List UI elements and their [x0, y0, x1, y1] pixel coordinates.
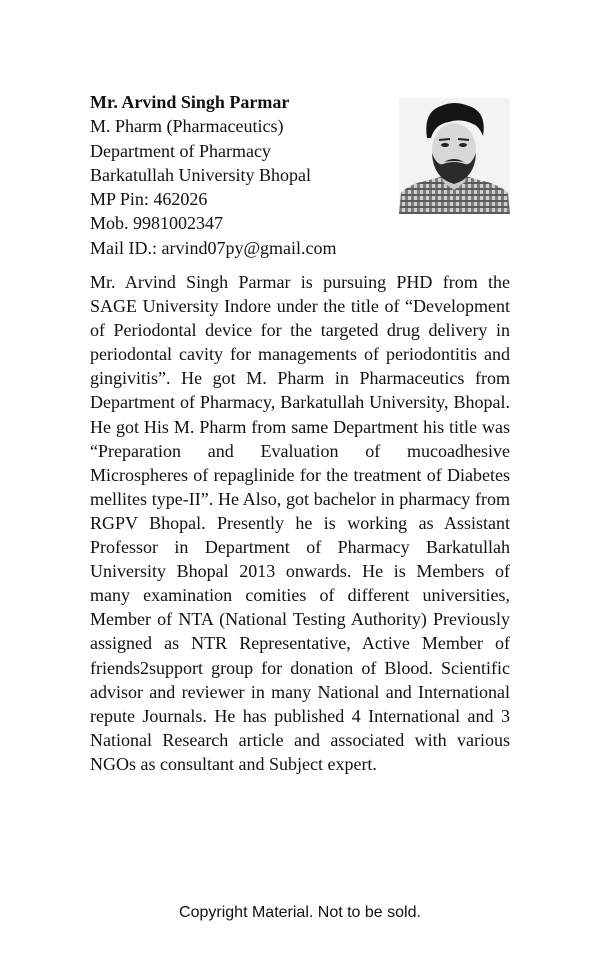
- portrait-photo-icon: [399, 98, 510, 214]
- author-photo: [399, 98, 510, 214]
- author-department: Department of Pharmacy: [90, 140, 271, 161]
- author-email: Mail ID.: arvind07py@gmail.com: [90, 237, 337, 258]
- copyright-notice: Copyright Material. Not to be sold.: [179, 904, 421, 921]
- author-pin: MP Pin: 462026: [90, 189, 208, 210]
- author-mobile: Mob. 9981002347: [90, 213, 224, 234]
- author-university: Barkatullah University Bhopal: [90, 164, 311, 185]
- author-biography: Mr. Arvind Singh Parmar is pursuing PHD from the SAGE University Indore under the title of “Development of Periodontal device for the targeted drug delivery in periodontal cavity for managements of periodontitis and gingivitis”. He got M. Pharm in Pharmaceutics from Department of Pharmacy, Barkatullah University, Bhopal. He got His M. Pharm from same Department his title was “Preparation and Evaluation of mucoadhesive Microspheres of repaglinide for the treatment of Diabetes mellites type-II”. He Also, got bachelor in pharmacy from RGPV Bhopal. Presently he is working as Assistant Professor in Department of Pharmacy Barkatullah University Bhopal 2013 onwards. He is Members of many examination comities of different universities, Member of NTA (National Testing Authority) Previously assigned as NTR Representative, Active Member of friends2support group for donation of Blood. Scientific advisor and reviewer in many National and International repute Journals. He has published 4 International and 3 National Research article and associated with various NGOs as consultant and Subject expert.: [90, 272, 510, 774]
- author-contact-block: [90, 90, 390, 260]
- author-name: Mr. Arvind Singh Parmar: [90, 92, 290, 112]
- author-degree: M. Pharm (Pharmaceutics): [90, 116, 284, 137]
